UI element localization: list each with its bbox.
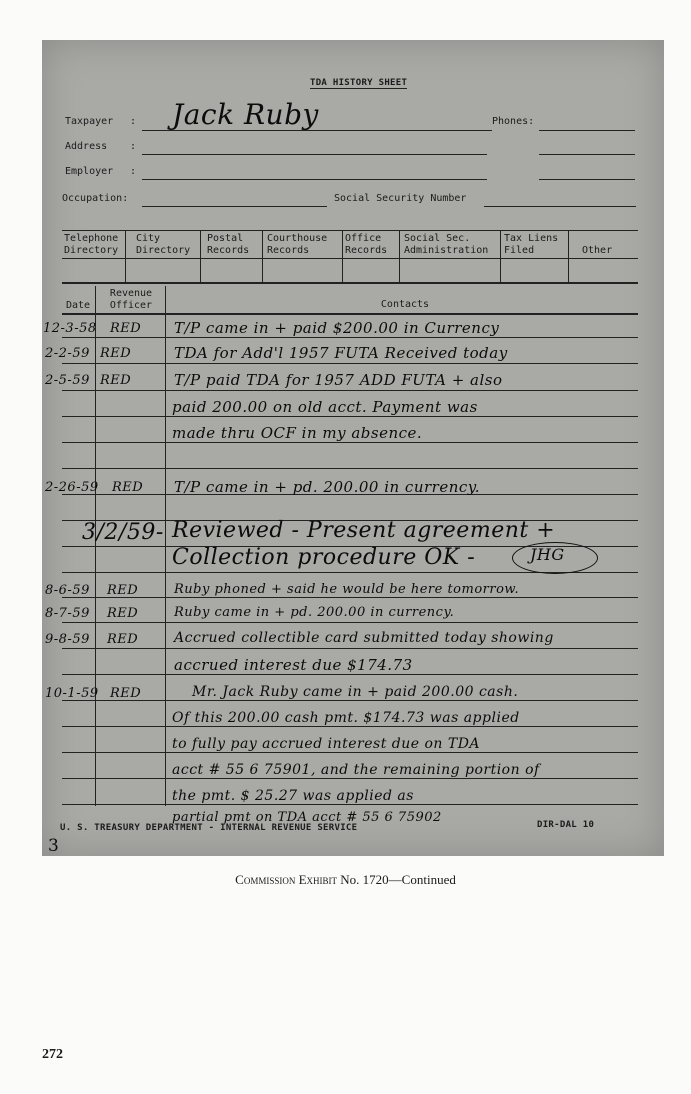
- entry-text: Accrued collectible card submitted today showing: [174, 630, 554, 646]
- sources-divider: [200, 230, 201, 282]
- form-footer-agency: U. S. TREASURY DEPARTMENT - INTERNAL REVENUE SERVICE: [60, 823, 358, 833]
- colon: :: [130, 116, 137, 127]
- entry-text: TDA for Add'l 1957 FUTA Received today: [174, 344, 508, 362]
- colon: :: [130, 141, 137, 152]
- occupation-line: [142, 206, 327, 207]
- entry-date: 8-7-59: [45, 606, 90, 621]
- ruled-line: [62, 390, 638, 391]
- sources-divider: [399, 230, 400, 282]
- entry-date: 2-2-59: [45, 346, 90, 361]
- ruled-line: [62, 597, 638, 598]
- phones-line-3: [539, 179, 635, 180]
- col-officer-header: Revenue Officer: [109, 288, 153, 311]
- employer-line: [142, 179, 487, 180]
- entry-officer: RED: [112, 480, 144, 495]
- entry-text: Of this 200.00 cash pmt. $174.73 was applied: [172, 710, 520, 726]
- phones-label: Phones:: [492, 116, 535, 127]
- entry-text: Reviewed - Present agreement +: [172, 518, 556, 543]
- address-line: [142, 154, 487, 155]
- ruled-line: [62, 648, 638, 649]
- form-footer-code: DIR-DAL 10: [537, 820, 595, 830]
- ruled-line: [62, 726, 638, 727]
- sources-mid-rule: [62, 258, 638, 259]
- source-telephone-directory: Telephone Directory: [64, 233, 119, 256]
- entry-date: 8-6-59: [45, 583, 90, 598]
- entry-officer: RED: [110, 686, 142, 701]
- source-other: Other: [582, 245, 613, 256]
- entry-officer: RED: [110, 321, 142, 336]
- entry-text: accrued interest due $174.73: [174, 656, 413, 674]
- sources-divider: [500, 230, 501, 282]
- ruled-line: [62, 752, 638, 753]
- exhibit-caption: [0, 872, 691, 888]
- entry-text: made thru OCF in my absence.: [172, 424, 423, 442]
- ruled-line: [62, 468, 638, 469]
- entry-text: Mr. Jack Ruby came in + paid 200.00 cash.: [192, 684, 519, 700]
- entry-text: to fully pay accrued interest due on TDA: [172, 736, 481, 752]
- entry-text: T/P came in + paid $200.00 in Currency: [174, 319, 500, 337]
- entry-date: 3/2/59-: [82, 520, 164, 545]
- taxpayer-signature: Jack Ruby: [172, 98, 319, 131]
- entry-text: Ruby came in + pd. 200.00 in currency.: [174, 605, 455, 620]
- employer-label: Employer: [65, 166, 114, 177]
- ruled-line: [62, 442, 638, 443]
- address-label: Address: [65, 141, 108, 152]
- entry-officer: RED: [100, 373, 132, 388]
- ruled-line: [62, 804, 638, 805]
- sources-bottom-rule: [62, 282, 638, 284]
- ruled-line: [62, 622, 638, 623]
- entry-date: 2-26-59: [45, 480, 99, 495]
- phones-line-2: [539, 154, 635, 155]
- ssn-line: [484, 206, 636, 207]
- entry-officer: RED: [107, 632, 139, 647]
- source-city-directory: City Directory: [136, 233, 191, 256]
- entry-officer: RED: [100, 346, 132, 361]
- entry-text: paid 200.00 on old acct. Payment was: [172, 398, 478, 416]
- source-courthouse-records: Courthouse Records: [267, 233, 328, 256]
- sources-top-rule: [62, 230, 638, 231]
- ruled-line: [62, 700, 638, 701]
- contacts-header-rule: [62, 313, 638, 315]
- entry-date: 12-3-58: [43, 321, 97, 336]
- source-tax-liens-filed: Tax Liens Filed: [504, 233, 559, 256]
- sources-divider: [568, 230, 569, 282]
- sources-divider: [342, 230, 343, 282]
- corner-mark: 3: [48, 836, 60, 856]
- entry-text: Collection procedure OK -: [172, 545, 476, 570]
- occupation-label: Occupation:: [62, 193, 129, 204]
- entry-text: partial pmt on TDA acct # 55 6 75902: [172, 810, 442, 825]
- source-social-sec-administration: Social Sec. Administration: [404, 233, 489, 256]
- ruled-line: [62, 363, 638, 364]
- entry-officer: RED: [107, 583, 139, 598]
- initials: JHG: [530, 545, 565, 564]
- ruled-line: [62, 416, 638, 417]
- form-title: TDA HISTORY SHEET: [310, 78, 408, 88]
- caption-number: No. 1720—Continued: [340, 872, 456, 887]
- caption-commission: Commission: [235, 872, 296, 887]
- colon: :: [130, 166, 137, 177]
- source-office-records: Office Records: [345, 233, 388, 256]
- entry-text: the pmt. $ 25.27 was applied as: [172, 788, 414, 804]
- entry-text: Ruby phoned + said he would be here tomorrow.: [174, 582, 520, 597]
- caption-exhibit: Exhibit: [298, 872, 338, 887]
- sources-divider: [125, 230, 126, 282]
- col-contacts-header: Contacts: [380, 299, 430, 310]
- ruled-line: [62, 674, 638, 675]
- ssn-label: Social Security Number: [334, 193, 467, 204]
- sources-divider: [262, 230, 263, 282]
- entry-text: acct # 55 6 75901, and the remaining portion of: [172, 762, 540, 778]
- entry-text: T/P paid TDA for 1957 ADD FUTA + also: [174, 371, 503, 389]
- entry-text: T/P came in + pd. 200.00 in currency.: [174, 478, 481, 496]
- ruled-line: [62, 778, 638, 779]
- ruled-line: [62, 337, 638, 338]
- source-postal-records: Postal Records: [207, 233, 250, 256]
- entry-date: 9-8-59: [45, 632, 90, 647]
- page-number: 272: [42, 1047, 63, 1062]
- entry-date: 2-5-59: [45, 373, 90, 388]
- entry-date: 10-1-59: [45, 686, 99, 701]
- entry-officer: RED: [107, 606, 139, 621]
- col-date-header: Date: [65, 300, 91, 311]
- tda-history-sheet: [42, 40, 664, 856]
- phones-line-1: [539, 130, 635, 131]
- taxpayer-label: Taxpayer: [65, 116, 114, 127]
